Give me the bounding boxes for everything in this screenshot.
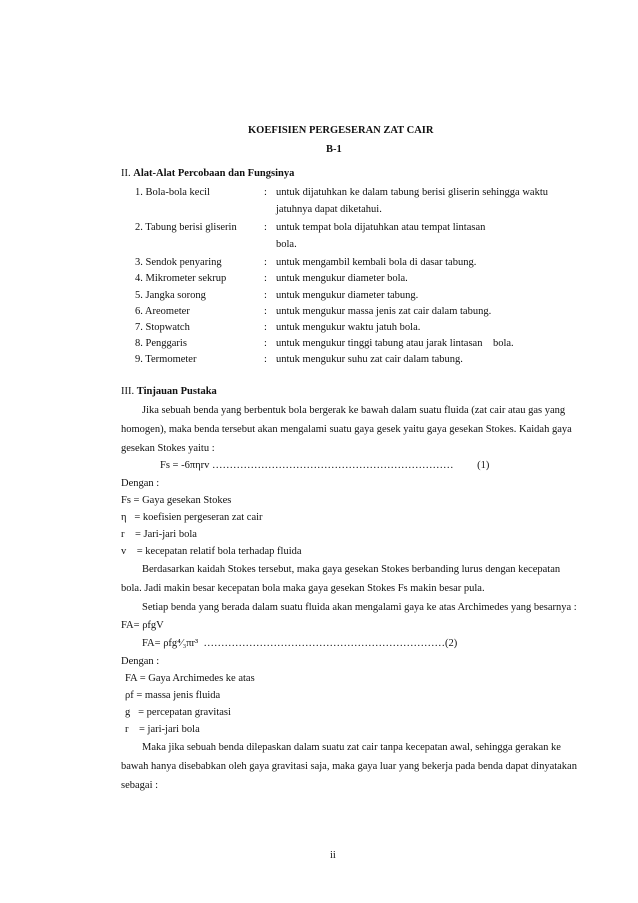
definition-item: ρf = massa jenis fluida bbox=[125, 690, 221, 701]
tool-desc-line: untuk mengukur diameter bola. bbox=[276, 273, 408, 284]
tool-colon: : bbox=[264, 290, 267, 301]
definition-item: η = koefisien pergeseran zat cair bbox=[121, 512, 263, 523]
tool-colon: : bbox=[264, 222, 267, 233]
paragraph-line: sebagai : bbox=[121, 780, 159, 791]
section-2-heading bbox=[121, 168, 294, 179]
section-3-number: III. bbox=[121, 386, 135, 397]
tool-colon: : bbox=[264, 354, 267, 365]
tool-desc-line: bola. bbox=[276, 239, 297, 250]
equation-2a: FA= ρfgV bbox=[121, 620, 164, 631]
tool-desc-line: untuk dijatuhkan ke dalam tabung berisi gliserin sehingga waktu bbox=[276, 187, 548, 198]
paragraph-line: Jika sebuah benda yang berbentuk bola bergerak ke bawah dalam suatu fluida (zat cair atau gas yang bbox=[142, 405, 566, 416]
definition-item: Fs = Gaya gesekan Stokes bbox=[121, 495, 232, 506]
tool-name: 2. Tabung berisi gliserin bbox=[135, 222, 237, 233]
document-title: KOEFISIEN PERGESERAN ZAT CAIR bbox=[248, 125, 434, 136]
tool-colon: : bbox=[264, 322, 267, 333]
tool-desc-line: untuk mengukur tinggi tabung atau jarak lintasan bola. bbox=[276, 338, 514, 349]
paragraph-line: Setiap benda yang berada dalam suatu fluida akan mengalami gaya ke atas Archimedes yang besarnya : bbox=[142, 602, 577, 613]
tool-desc-line: untuk mengukur waktu jatuh bola. bbox=[276, 322, 421, 333]
definition-item: r = jari-jari bola bbox=[125, 724, 200, 735]
tool-colon: : bbox=[264, 338, 267, 349]
paragraph-line: gesekan Stokes yaitu : bbox=[121, 443, 215, 454]
tool-name: 7. Stopwatch bbox=[135, 322, 190, 333]
page-number: ii bbox=[330, 850, 336, 861]
definition-item: v = kecepatan relatif bola terhadap fluida bbox=[121, 546, 302, 557]
tool-desc-line: untuk mengukur diameter tabung. bbox=[276, 290, 419, 301]
section-3-title: Tinjauan Pustaka bbox=[136, 386, 217, 397]
tool-description bbox=[276, 187, 548, 215]
section-2-number: II. bbox=[121, 168, 131, 179]
tool-name: 1. Bola-bola kecil bbox=[135, 187, 210, 198]
tool-name: 5. Jangka sorong bbox=[135, 290, 206, 301]
tool-colon: : bbox=[264, 187, 267, 198]
tool-name: 3. Sendok penyaring bbox=[135, 257, 222, 268]
tool-name: 8. Penggaris bbox=[135, 338, 187, 349]
definition-item: g = percepatan gravitasi bbox=[125, 707, 231, 718]
equation-2b: FA= ρfg⁴⁄₃πr³ ……………………………………………………………(2) bbox=[142, 638, 458, 649]
tool-desc-line: jatuhnya dapat diketahui. bbox=[276, 204, 382, 215]
paragraph-line: bola. Jadi makin besar kecepatan bola maka gaya gesekan Stokes Fs makin besar pula. bbox=[121, 583, 485, 594]
definition-item: FA = Gaya Archimedes ke atas bbox=[125, 673, 255, 684]
tool-name: 6. Areometer bbox=[135, 306, 190, 317]
tool-colon: : bbox=[264, 273, 267, 284]
tool-name: 4. Mikrometer sekrup bbox=[135, 273, 227, 284]
definition-item: r = Jari-jari bola bbox=[121, 529, 197, 540]
tool-name: 9. Termometer bbox=[135, 354, 197, 365]
equation-1: Fs = -6πηrv …………………………………………………………… (1) bbox=[160, 460, 490, 471]
document-code: B-1 bbox=[326, 144, 342, 155]
section-3-heading bbox=[121, 386, 217, 397]
section-2-title: Alat-Alat Percobaan dan Fungsinya bbox=[133, 168, 295, 179]
tool-colon: : bbox=[264, 306, 267, 317]
tool-description bbox=[276, 222, 548, 250]
dengan-label: Dengan : bbox=[121, 478, 160, 489]
tool-desc-line: untuk mengukur massa jenis zat cair dalam tabung. bbox=[276, 306, 492, 317]
paragraph-line: bawah hanya disebabkan oleh gaya gravitasi saja, maka gaya luar yang bekerja pada benda dapat dinyatakan bbox=[121, 761, 577, 772]
tool-desc-line: untuk mengambil kembali bola di dasar tabung. bbox=[276, 257, 477, 268]
paragraph-line: Maka jika sebuah benda dilepaskan dalam suatu zat cair tanpa kecepatan awal, sehingga gerakan ke bbox=[142, 742, 561, 753]
paragraph-line: Berdasarkan kaidah Stokes tersebut, maka gaya gesekan Stokes berbanding lurus dengan kecepatan bbox=[142, 564, 561, 575]
dengan-label: Dengan : bbox=[121, 656, 160, 667]
tool-desc-line: untuk mengukur suhu zat cair dalam tabung. bbox=[276, 354, 463, 365]
tool-desc-line: untuk tempat bola dijatuhkan atau tempat lintasan bbox=[276, 222, 486, 233]
tool-colon: : bbox=[264, 257, 267, 268]
paragraph-line: homogen), maka benda tersebut akan mengalami suatu gaya gesek yaitu gaya gesekan Stokes. Kaidah gaya bbox=[121, 424, 572, 435]
